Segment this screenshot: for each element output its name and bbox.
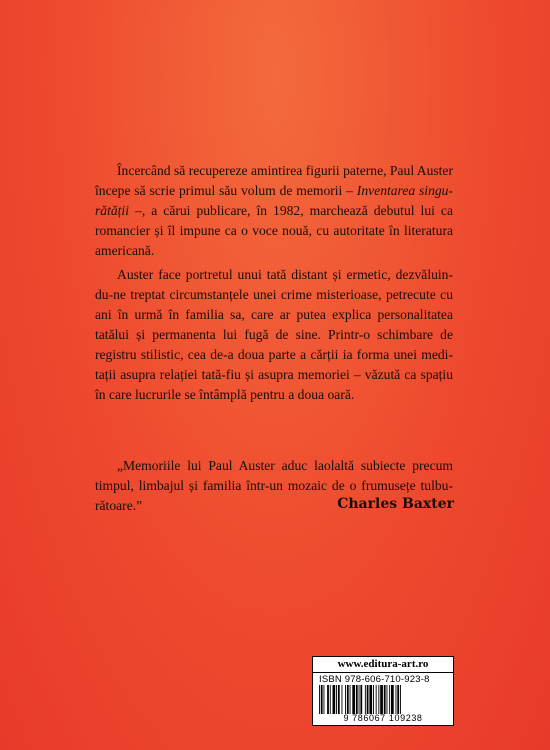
barcode-bar: [378, 685, 379, 714]
barcode-bar: [389, 685, 390, 714]
barcode-bar: [338, 685, 340, 714]
barcode-bar: [330, 685, 331, 714]
barcode-bar: [365, 685, 366, 714]
quote-text: „Memoriile lui Paul Auster aduc laolaltă subiecte precum timpul, limbajul și familia într-un mozaic de o frumusețe tulburătoare.”: [95, 458, 453, 513]
barcode-bar: [336, 685, 337, 714]
barcode-bar: [387, 685, 388, 714]
barcode-bar: [360, 685, 362, 714]
barcode-bar: [359, 685, 360, 714]
blurb-paragraph-2: Auster face portretul unui tată distant și ermetic, dezvăluindu-ne treptat circumstanțele unei crime misterioase, petrecute cu ani în urmă în familia sa, care ar putea explica personalitatea tatălui și permanenta lui fugă de sine. Printr-o schimbare de registru stilistic, cea de-a doua parte a cărții ia forma unei meditații asupra relației tată-fiu și asupra memoriei – văzută ca spațiu în care lucrurile se întâmplă pentru a doua oară.: [95, 267, 453, 402]
barcode-bar: [356, 685, 358, 714]
barcode-bar: [327, 685, 329, 714]
blurb-paragraph-1: [95, 161, 453, 261]
barcode-bar: [342, 685, 343, 714]
isbn-number: ISBN 978-606-710-923-8: [319, 674, 430, 685]
barcode-bar: [352, 685, 355, 714]
barcode-bar: [391, 685, 394, 714]
quote-author: Charles Baxter: [337, 496, 454, 512]
barcode-bar: [373, 685, 374, 714]
barcode: [319, 685, 447, 714]
barcode-bar: [396, 685, 397, 714]
barcode-bar: [333, 685, 336, 714]
barcode-digits: 9 786067 109238: [343, 713, 423, 723]
barcode-bar: [400, 685, 401, 714]
barcode-bar: [347, 685, 349, 714]
barcode-bar: [321, 685, 323, 714]
publisher-website: www.editura-art.ro: [313, 657, 453, 673]
blurb-paragraph-1-text-end: –, a cărui publicare, în 1982, marchează debutul lui ca romancier și îl impune ca o voce nouă, cu autoritate în literatura americană.: [95, 203, 453, 258]
barcode-bar: [324, 685, 325, 714]
barcode-bar: [345, 685, 346, 714]
barcode-bar: [350, 685, 351, 714]
barcode-bar: [397, 685, 399, 714]
book-title-italic: Inventarea singurătății: [95, 183, 454, 218]
barcode-bar: [369, 685, 372, 714]
isbn-box: [312, 656, 454, 726]
barcode-bar: [319, 685, 320, 714]
barcode-bar: [380, 685, 383, 714]
book-blurb: [95, 161, 453, 409]
blurb-paragraph-1-text: Încercând să recupereze amintirea figurii paterne, Paul Auster începe să scrie primul său volum de memorii –: [95, 163, 453, 198]
barcode-bar: [367, 685, 369, 714]
barcode-bar: [376, 685, 377, 714]
barcode-bar: [384, 685, 386, 714]
